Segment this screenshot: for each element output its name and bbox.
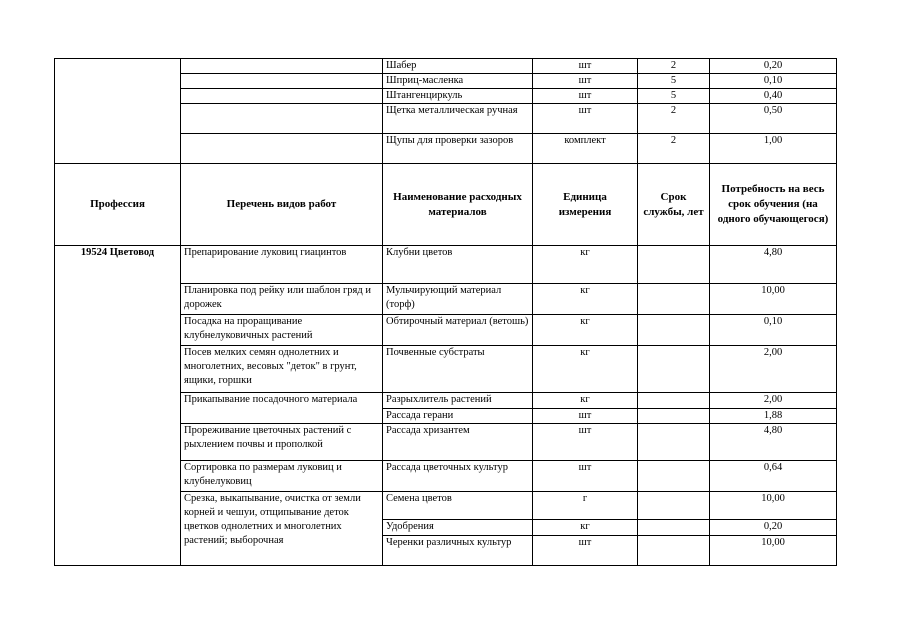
material-unit: шт [533, 461, 638, 492]
material-name: Рассада хризантем [383, 424, 533, 461]
material-unit: кг [533, 315, 638, 346]
material-need: 10,00 [710, 284, 837, 315]
header-life: Срок службы, лет [638, 164, 710, 246]
table-row [55, 246, 837, 284]
material-life-empty [638, 520, 710, 536]
material-unit: шт [533, 89, 638, 104]
header-profession: Профессия [55, 164, 181, 246]
material-need: 4,80 [710, 246, 837, 284]
material-need: 0,10 [710, 74, 837, 89]
material-name: Разрыхлитель растений [383, 393, 533, 409]
material-life-empty [638, 284, 710, 315]
work-cell: Посев мелких семян однолетних и многолетних, весовых "деток" в грунт, ящики, горшки [181, 346, 383, 393]
material-unit: кг [533, 246, 638, 284]
material-name: Удобрения [383, 520, 533, 536]
material-unit: кг [533, 284, 638, 315]
material-need: 2,00 [710, 393, 837, 409]
material-unit: кг [533, 393, 638, 409]
material-name: Щетка металлическая ручная [383, 104, 533, 134]
work-cell: Сортировка по размерам луковиц и клубнелуковиц [181, 461, 383, 492]
work-cell-empty [181, 89, 383, 104]
material-need: 0,10 [710, 315, 837, 346]
material-life-empty [638, 536, 710, 566]
work-cell-empty [181, 134, 383, 164]
material-life: 5 [638, 74, 710, 89]
header-works: Перечень видов работ [181, 164, 383, 246]
material-unit: шт [533, 104, 638, 134]
material-need: 0,20 [710, 520, 837, 536]
work-cell: Прикапывание посадочного материала [181, 393, 383, 424]
material-life: 2 [638, 104, 710, 134]
work-cell: Прореживание цветочных растений с рыхлением почвы и прополкой [181, 424, 383, 461]
work-cell: Препарирование луковиц гиацинтов [181, 246, 383, 284]
material-name: Почвенные субстраты [383, 346, 533, 393]
material-name: Семена цветов [383, 492, 533, 520]
material-name: Черенки различных культур [383, 536, 533, 566]
material-name: Шприц-масленка [383, 74, 533, 89]
material-name: Штангенциркуль [383, 89, 533, 104]
profession-cell: 19524 Цветовод [55, 246, 181, 566]
work-cell: Посадка на проращивание клубнелуковичных растений [181, 315, 383, 346]
material-unit: шт [533, 424, 638, 461]
material-need: 4,80 [710, 424, 837, 461]
material-unit: шт [533, 74, 638, 89]
material-life-empty [638, 346, 710, 393]
material-need: 0,50 [710, 104, 837, 134]
material-unit: шт [533, 409, 638, 424]
material-life-empty [638, 315, 710, 346]
material-need: 10,00 [710, 492, 837, 520]
work-cell: Планировка под рейку или шаблон гряд и дорожек [181, 284, 383, 315]
material-need: 10,00 [710, 536, 837, 566]
work-cell-empty [181, 59, 383, 74]
table-header [55, 164, 837, 246]
material-name: Мульчирующий материал (торф) [383, 284, 533, 315]
material-life: 2 [638, 134, 710, 164]
material-life-empty [638, 424, 710, 461]
material-life-empty [638, 409, 710, 424]
material-need: 1,00 [710, 134, 837, 164]
material-name: Щупы для проверки зазоров [383, 134, 533, 164]
work-cell: Срезка, выкапывание, очистка от земли корней и чешуи, отщипывание деток цветков однолетних и многолетних растений; выборочная [181, 492, 383, 566]
material-unit: кг [533, 520, 638, 536]
material-name: Обтирочный материал (ветошь) [383, 315, 533, 346]
material-name: Шабер [383, 59, 533, 74]
material-unit: комплект [533, 134, 638, 164]
material-name: Рассада герани [383, 409, 533, 424]
material-unit: г [533, 492, 638, 520]
material-need: 1,88 [710, 409, 837, 424]
material-name: Рассада цветочных культур [383, 461, 533, 492]
material-need: 2,00 [710, 346, 837, 393]
material-life: 5 [638, 89, 710, 104]
material-life-empty [638, 492, 710, 520]
work-cell-empty [181, 74, 383, 89]
material-unit: шт [533, 536, 638, 566]
material-unit: кг [533, 346, 638, 393]
material-life-empty [638, 393, 710, 409]
header-materials: Наименование расходных материалов [383, 164, 533, 246]
material-unit: шт [533, 59, 638, 74]
work-cell-empty [181, 104, 383, 134]
material-need: 0,64 [710, 461, 837, 492]
materials-table [54, 58, 837, 566]
header-need: Потребность на весь срок обучения (на одного обучающегося) [710, 164, 837, 246]
material-life-empty [638, 461, 710, 492]
material-need: 0,40 [710, 89, 837, 104]
material-life: 2 [638, 59, 710, 74]
header-unit: Единица измерения [533, 164, 638, 246]
profession-cell-empty [55, 59, 181, 164]
table-row [55, 59, 837, 74]
material-life-empty [638, 246, 710, 284]
material-need: 0,20 [710, 59, 837, 74]
material-name: Клубни цветов [383, 246, 533, 284]
